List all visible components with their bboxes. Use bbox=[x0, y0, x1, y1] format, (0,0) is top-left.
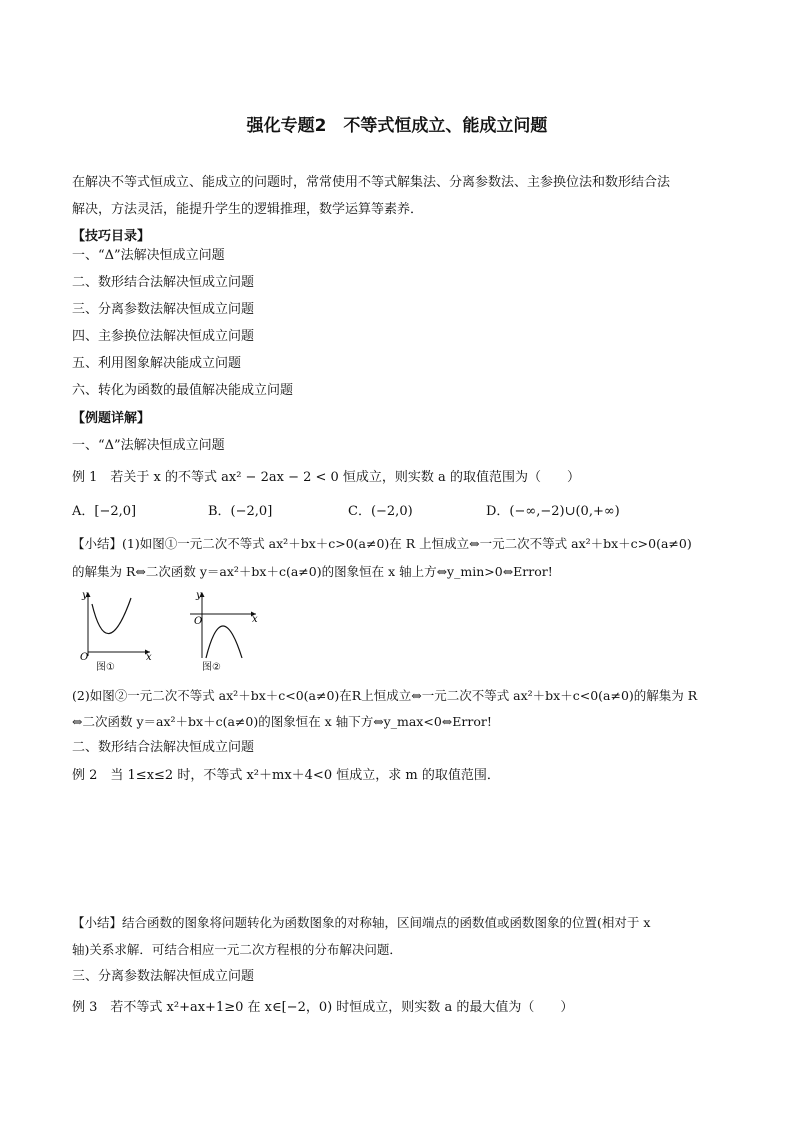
summary-2-line-2: ⇔二次函数 y＝ax²＋bx＋c(a≠0)的图象恒在 x 轴下方⇔y_max<0⇔Error! bbox=[72, 714, 492, 729]
option-b: B．(−2,0] bbox=[208, 504, 273, 519]
summary-3-line-2: 轴)关系求解．可结合相应一元二次方程根的分布解决问题． bbox=[72, 942, 402, 957]
toc-item-3: 三、分离参数法解决恒成立问题 bbox=[72, 302, 255, 317]
toc-item-1: 一、“Δ”法解决恒成立问题 bbox=[72, 248, 225, 263]
figure-2-caption: 图② bbox=[202, 662, 221, 673]
figure-1-origin: O bbox=[80, 652, 89, 660]
toc-item-2: 二、数形结合法解决恒成立问题 bbox=[72, 275, 255, 290]
figure-1-y-label: y bbox=[82, 590, 88, 601]
intro-line-1: 在解决不等式恒成立、能成立的问题时，常常使用不等式解集法、分离参数法、主参换位法和数形结合法 bbox=[72, 175, 671, 190]
example-3: 例 3 若不等式 x²+ax+1≥0 在 x∈[−2，0) 时恒成立，则实数 a 的最大值为（ ） bbox=[72, 1000, 574, 1015]
intro-line-2: 解决，方法灵活，能提升学生的逻辑推理，数学运算等素养． bbox=[72, 202, 424, 217]
page-title: 强化专题2 不等式恒成立、能成立问题 bbox=[246, 116, 548, 136]
section-2-heading: 二、数形结合法解决恒成立问题 bbox=[72, 740, 255, 755]
option-c: C．(−2,0) bbox=[348, 504, 413, 519]
figure-1-caption: 图① bbox=[96, 662, 115, 673]
figure-2 bbox=[184, 588, 264, 660]
summary-1-line-2: 的解集为 R⇔二次函数 y＝ax²＋bx＋c(a≠0)的图象恒在 x 轴上方⇔y_min>0⇔Error! bbox=[72, 564, 553, 579]
toc-heading: 【技巧目录】 bbox=[72, 229, 151, 244]
example-1: 例 1 若关于 x 的不等式 ax² − 2ax − 2 < 0 恒成立，则实数 a 的取值范围为（ ） bbox=[72, 470, 580, 485]
section-1-heading: 一、“Δ”法解决恒成立问题 bbox=[72, 438, 225, 453]
toc-item-4: 四、主参换位法解决恒成立问题 bbox=[72, 329, 255, 344]
figure-2-y-label: y bbox=[196, 590, 202, 601]
figure-2-graph bbox=[184, 588, 264, 660]
summary-3-line-1: 【小结】结合函数的图象将问题转化为函数图象的对称轴，区间端点的函数值或函数图象的位置(相对于 x bbox=[72, 915, 651, 930]
example-2: 例 2 当 1≤x≤2 时，不等式 x²＋mx＋4<0 恒成立，求 m 的取值范围． bbox=[72, 768, 500, 783]
option-d: D．(−∞,−2)∪(0,+∞) bbox=[486, 504, 620, 519]
summary-2-line-1: (2)如图②一元二次不等式 ax²＋bx＋c<0(a≠0)在R上恒成立⇔一元二次不等式 ax²＋bx＋c<0(a≠0)的解集为 R bbox=[72, 688, 698, 703]
option-a: A．[−2,0] bbox=[72, 504, 137, 519]
figure-1-parabola bbox=[92, 598, 131, 634]
section-3-heading: 三、分离参数法解决恒成立问题 bbox=[72, 969, 255, 984]
figure-1-x-label: x bbox=[146, 652, 152, 660]
figure-2-parabola bbox=[206, 626, 242, 658]
summary-1-line-1: 【小结】(1)如图①一元二次不等式 ax²＋bx＋c>0(a≠0)在 R 上恒成立⇔一元二次不等式 ax²＋bx＋c>0(a≠0) bbox=[72, 536, 692, 551]
toc-item-6: 六、转化为函数的最值解决能成立问题 bbox=[72, 383, 294, 398]
figure-2-x-label: x bbox=[252, 614, 258, 625]
figure-1 bbox=[74, 588, 154, 660]
examples-heading: 【例题详解】 bbox=[72, 411, 151, 426]
toc-item-5: 五、利用图象解决能成立问题 bbox=[72, 356, 242, 371]
figure-1-graph bbox=[74, 588, 154, 660]
figure-2-origin: O bbox=[194, 616, 203, 627]
